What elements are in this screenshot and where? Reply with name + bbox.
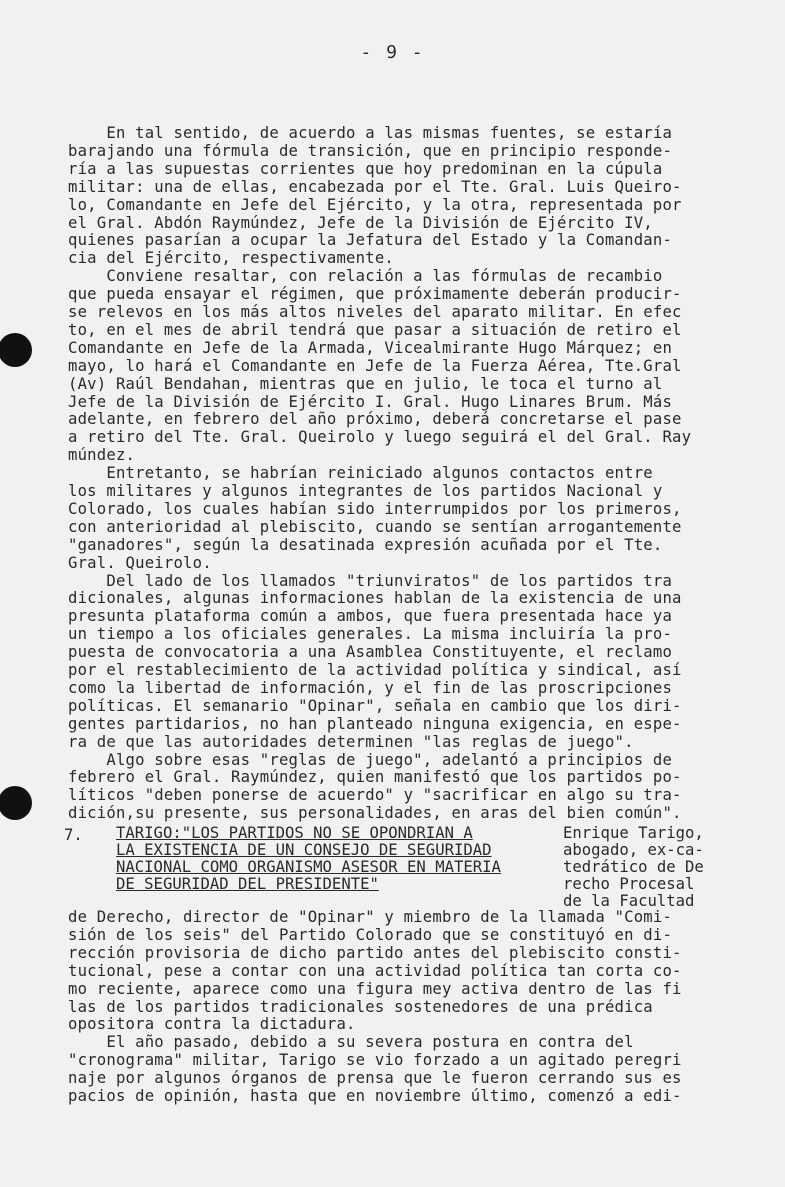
text-line-s7-10: naje por algunos órganos de prensa que le fueron cerrando sus es xyxy=(68,1069,682,1088)
text-line-18: a retiro del Tte. Gral. Queirolo y luego seguirá el del Gral. Ray xyxy=(68,428,692,447)
text-line-16: Jefe de la División de Ejército I. Gral. Hugo Linares Brum. Más xyxy=(68,392,673,411)
text-line-29: un tiempo a los oficiales generales. La misma incluiría la pro- xyxy=(68,625,673,644)
side-line-3: tedrático de De xyxy=(563,858,704,876)
heading-line-2: LA EXISTENCIA DE UN CONSEJO DE SEGURIDAD xyxy=(116,841,492,859)
heading-line-4: DE SEGURIDAD DEL PRESIDENTE" xyxy=(116,875,379,893)
text-line-s7-11: pacios de opinión, hasta que en noviembre último, comenzó a edi- xyxy=(68,1087,682,1105)
text-line-32: como la libertad de información, y el fin de las proscripciones xyxy=(68,678,673,697)
text-line-s7-2: sión de los seis" del Partido Colorado que se constituyó en di- xyxy=(68,925,673,944)
text-line-15: (Av) Raúl Bendahan, mientras que en julio, le toca el turno al xyxy=(68,374,663,393)
side-line-4: recho Procesal xyxy=(563,875,695,893)
text-line-36: Algo sobre esas "reglas de juego", adelantó a principios de xyxy=(68,750,673,769)
punch-hole-top xyxy=(0,333,32,367)
text-line-s7-8: El año pasado, debido a su severa postura en contra del xyxy=(68,1033,634,1052)
punch-hole-bottom xyxy=(0,786,32,820)
text-line-25: Gral. Queirolo. xyxy=(68,553,212,572)
page-number: - 9 - xyxy=(360,42,425,63)
text-line-37: febrero el Gral. Raymúndez, quien manifestó que los partidos po- xyxy=(68,768,682,787)
text-line-33: políticas. El semanario "Opinar", señala en cambio que los diri- xyxy=(68,696,682,715)
text-line-23: con anterioridad al plebiscito, cuando se sentían arrogantemente xyxy=(68,517,682,536)
text-line-s7-7: opositora contra la dictadura. xyxy=(68,1015,356,1034)
side-line-5: de la Facultad xyxy=(563,892,695,910)
text-line-21: los militares y algunos integrantes de los partidos Nacional y xyxy=(68,482,663,500)
text-line-20: Entretanto, se habrían reiniciado algunos contactos entre xyxy=(68,464,653,483)
text-line-34: gentes partidarios, no han planteado ninguna exigencia, en espe- xyxy=(68,714,682,733)
text-line-17: adelante, en febrero del año próximo, deberá concretarse el pase xyxy=(68,410,682,429)
text-line-4: militar: una de ellas, encabezada por el Tte. Gral. Luis Queiro- xyxy=(68,177,682,196)
side-line-2: abogado, ex-ca- xyxy=(563,841,704,859)
text-line-38: líticos "deben ponerse de acuerdo" y "sacrificar en algo su tra- xyxy=(68,786,682,805)
text-line-10: que pueda ensayar el régimen, que próximamente deberán producir- xyxy=(68,285,682,304)
text-line-19: múndez. xyxy=(68,446,136,465)
text-line-9: Conviene resaltar, con relación a las fórmulas de recambio xyxy=(68,267,663,286)
text-line-s7-9: "cronograma" militar, Tarigo se vio forzado a un agitado peregri xyxy=(68,1051,682,1070)
text-line-s7-3: rección provisoria de dicho partido antes del plebiscito consti- xyxy=(68,943,682,962)
text-line-14: mayo, lo hará el Comandante en Jefe de la Fuerza Aérea, Tte.Gral xyxy=(68,356,682,375)
text-line-35: ra de que las autoridades determinen "las reglas de juego". xyxy=(68,732,634,751)
text-line-5: lo, Comandante en Jefe del Ejército, y la otra, representada por xyxy=(68,195,682,214)
text-line-3: ría a las supuestas corrientes que hoy predominan en la cúpula xyxy=(68,159,663,178)
text-line-27: dicionales, algunas informaciones hablan de la existencia de una xyxy=(68,589,682,608)
text-line-24: "ganadores", según la desatinada expresión acuñada por el Tte. xyxy=(68,535,663,554)
text-line-2: barajando una fórmula de transición, que en principio responde- xyxy=(68,141,673,160)
side-line-1: Enrique Tarigo, xyxy=(563,824,704,842)
heading-line-1: TARIGO:"LOS PARTIDOS NO SE OPONDRIAN A xyxy=(116,824,473,842)
text-line-1: En tal sentido, de acuerdo a las mismas fuentes, se estaría xyxy=(68,124,673,142)
text-line-s7-4: tucional, pese a contar con una actividad política tan corta co- xyxy=(68,961,682,980)
text-line-6: el Gral. Abdón Raymúndez, Jefe de la División de Ejército IV, xyxy=(68,213,653,232)
text-line-7: quienes pasarían a ocupar la Jefatura del Estado y la Comandan- xyxy=(68,231,673,250)
text-line-30: puesta de convocatoria a una Asamblea Constituyente, el reclamo xyxy=(68,643,673,662)
text-line-22: Colorado, los cuales habían sido interrumpidos por los primeros, xyxy=(68,499,682,518)
text-line-s7-6: las de los partidos tradicionales sostenedores de una prédica xyxy=(68,997,653,1016)
heading-line-3: NACIONAL COMO ORGANISMO ASESOR EN MATERIA xyxy=(116,858,501,876)
text-line-13: Comandante en Jefe de la Armada, Vicealmirante Hugo Márquez; en xyxy=(68,338,673,357)
text-line-s7-5: mo reciente, aparece como una figura mey activa dentro de las fi xyxy=(68,979,682,998)
text-line-26: Del lado de los llamados "triunviratos" de los partidos tra xyxy=(68,571,673,590)
text-line-28: presunta plataforma común a ambos, que fuera presentada hace ya xyxy=(68,607,673,626)
text-line-12: to, en el mes de abril tendrá que pasar a situación de retiro el xyxy=(68,320,682,339)
text-line-11: se relevos en los más altos niveles del aparato militar. En efec xyxy=(68,303,682,321)
text-line-8: cia del Ejército, respectivamente. xyxy=(68,249,394,268)
text-line-s7-1: de Derecho, director de "Opinar" y miembro de la llamada "Comi- xyxy=(68,908,673,926)
text-line-39: dición,su presente, sus personalidades, en aras del bien común". xyxy=(68,804,682,823)
text-line-31: por el restablecimiento de la actividad política y sindical, así xyxy=(68,661,682,679)
item-number: 7. xyxy=(64,826,83,844)
